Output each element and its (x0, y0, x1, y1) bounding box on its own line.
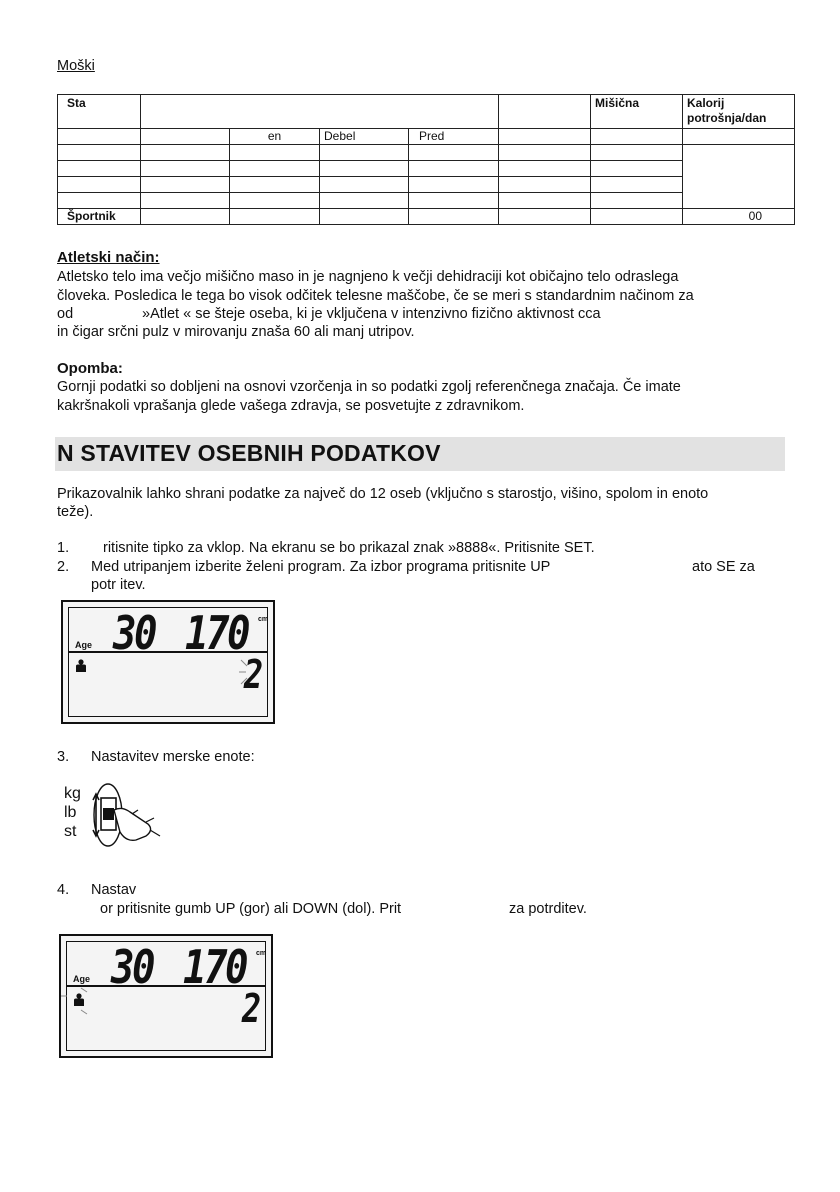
table-cell (58, 177, 141, 193)
table-cell (58, 145, 141, 161)
table-cell-athlete-label: Športnik (58, 209, 141, 225)
intro-line-1: Prikazovalnik lahko shrani podatke za največ do 12 oseb (vključno s starostjo, višino, spolom in enoto (57, 486, 709, 502)
table-cell (58, 161, 141, 177)
step-4-text-c: za potrditev. (509, 901, 587, 917)
table-cell (683, 129, 795, 145)
lcd-screen (68, 607, 268, 717)
table-cell (591, 193, 683, 209)
lcd-divider (69, 651, 267, 653)
table-cell (591, 209, 683, 225)
table-cell (141, 161, 230, 177)
table-cell (141, 129, 230, 145)
athletic-line-3b: »Atlet « se šteje oseba, ki je vključena v intenzivno fizično aktivnost cca (142, 306, 601, 322)
table-cell: Pred (409, 129, 499, 145)
step-1-number: 1. (57, 540, 70, 556)
table-row-athlete (58, 209, 795, 225)
section-label: Moški (57, 58, 95, 74)
table-header-row (58, 95, 795, 129)
header-calories-line2: potrošnja/dan (687, 111, 767, 125)
lcd-height-value: 170 (183, 940, 246, 994)
section-banner (55, 437, 785, 471)
step-2-number: 2. (57, 559, 70, 575)
table-cell (230, 145, 320, 161)
step-4-text: Nastav (91, 882, 137, 898)
body-composition-table (57, 94, 795, 225)
athletic-title: Atletski način: (57, 249, 160, 266)
table-cell (409, 145, 499, 161)
athletic-line-1: Atletsko telo ima večjo mišično maso in je nagnjeno k večji dehidraciji kot običajno telo odraslega (57, 269, 679, 285)
header-cell-muscle: Mišična (591, 95, 683, 129)
table-cell (499, 145, 591, 161)
table-cell (230, 193, 320, 209)
lcd-divider (67, 985, 265, 987)
step-2-text-a: Med utripanjem izberite želeni program. Za izbor programa pritisnite UP (91, 559, 551, 575)
note-title: Opomba: (57, 360, 123, 377)
lcd-display-gender (59, 934, 273, 1058)
unit-switch-icon (88, 780, 168, 852)
step-2-text-c: potr itev. (91, 577, 146, 593)
table-cell (141, 209, 230, 225)
table-cell (230, 209, 320, 225)
table-cell (141, 193, 230, 209)
table-cell (58, 129, 141, 145)
table-cell (499, 209, 591, 225)
table-cell (591, 161, 683, 177)
step-1-text: ritisnite tipko za vklop. Na ekranu se bo prikazal znak »8888«. Pritisnite SET. (103, 540, 595, 556)
header-cell-calories (683, 95, 795, 129)
table-cell (320, 145, 409, 161)
intro-line-2: teže). (57, 504, 94, 520)
section-banner-title: N STAVITEV OSEBNIH PODATKOV (57, 440, 441, 466)
header-cell-water (499, 95, 591, 129)
lcd-height-value: 170 (185, 606, 248, 660)
lcd-screen (66, 941, 266, 1051)
step-3-number: 3. (57, 749, 70, 765)
lcd-age-label: Age (73, 974, 91, 984)
table-cell (230, 177, 320, 193)
table-cell (320, 193, 409, 209)
step-4-number: 4. (57, 882, 70, 898)
unit-label-lb: lb (64, 804, 77, 821)
table-cell (499, 161, 591, 177)
lcd-age-label: Age (75, 640, 93, 650)
athletic-line-4: in čigar srčni pulz v mirovanju znaša 60 ali manj utripov. (57, 324, 415, 340)
table-cell (141, 145, 230, 161)
table-cell-merged (683, 145, 795, 209)
unit-labels (64, 784, 81, 841)
step-2-text-b: ato SE za (692, 559, 755, 575)
lcd-program-number: 2 (241, 986, 261, 1032)
unit-label-st: st (64, 823, 77, 840)
lcd-height-unit: cm (258, 616, 269, 623)
lcd-height-unit: cm (256, 950, 267, 957)
table-cell: Debel (320, 129, 409, 145)
table-cell (499, 193, 591, 209)
lcd-display-program (61, 600, 275, 724)
table-cell (320, 209, 409, 225)
table-cell (409, 177, 499, 193)
table-cell (320, 177, 409, 193)
blink-indicator-icon (61, 986, 91, 1016)
note-line-2: kakršnakoli vprašanja glede vašega zdravja, se posvetujte z zdravnikom. (57, 398, 525, 414)
lcd-age-value: 30 (113, 606, 155, 660)
header-calories-line1: Kalorij (687, 96, 725, 110)
table-cell (409, 193, 499, 209)
lcd-age-value: 30 (111, 940, 153, 994)
header-cell-body-fat (141, 95, 499, 129)
athletic-line-3a: od (57, 306, 74, 322)
step-3-text: Nastavitev merske enote: (91, 749, 255, 765)
note-line-1: Gornji podatki so dobljeni na osnovi vzorčenja in so podatki zgolj referenčnega značaja. Če imate (57, 379, 681, 395)
table-cell (409, 209, 499, 225)
person-icon (75, 659, 87, 673)
table-cell (499, 177, 591, 193)
table-cell (499, 129, 591, 145)
table-cell (230, 161, 320, 177)
athletic-line-2: človeka. Posledica le tega bo visok odčitek telesne maščobe, če se meri s standardnim načinom za (57, 288, 694, 304)
table-subheader-row (58, 129, 795, 145)
lcd-program-number: 2 (243, 652, 263, 698)
table-cell (409, 161, 499, 177)
table-cell (58, 193, 141, 209)
table-cell (591, 129, 683, 145)
table-cell (591, 177, 683, 193)
table-cell: en (230, 129, 320, 145)
table-cell (591, 145, 683, 161)
table-cell (141, 177, 230, 193)
table-cell-athlete-calories: 00 (683, 209, 795, 225)
step-4-text-b: or pritisnite gumb UP (gor) ali DOWN (dol). Prit (100, 901, 402, 917)
table-cell (320, 161, 409, 177)
header-cell-age: Sta (58, 95, 141, 129)
unit-label-kg: kg (64, 785, 81, 802)
table-row (58, 145, 795, 161)
